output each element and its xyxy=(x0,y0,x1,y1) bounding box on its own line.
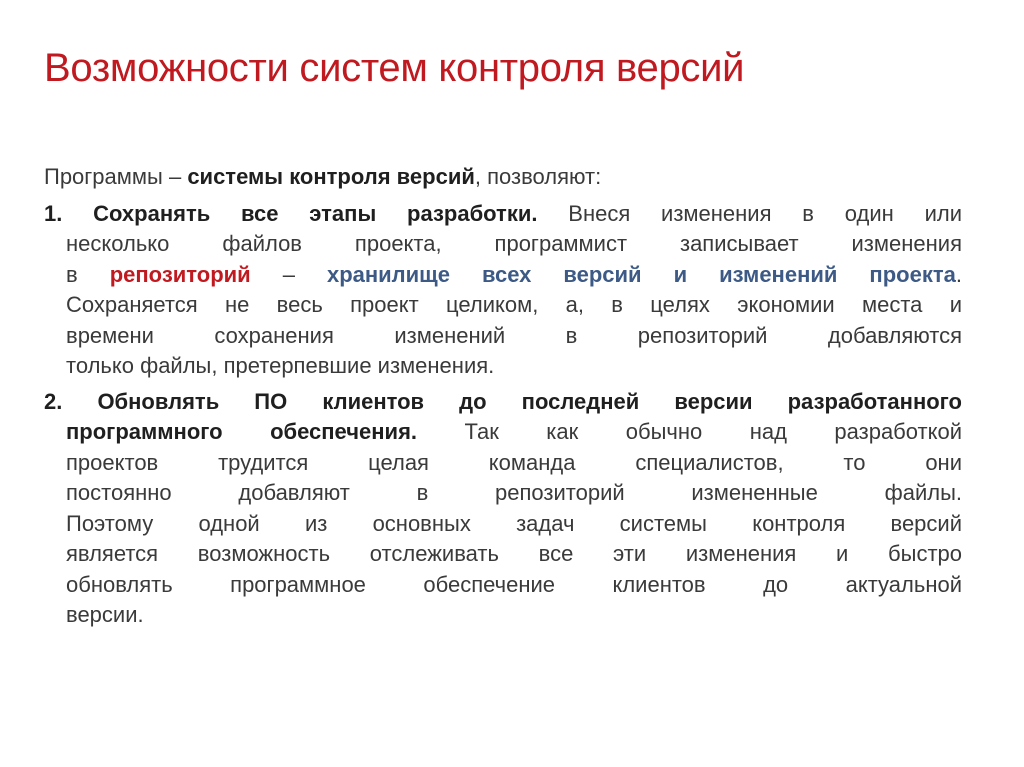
item-2-line-5: Поэтому одной из основных задач системы контроля версий xyxy=(66,510,962,536)
item-1-line-3 xyxy=(44,260,962,291)
item-2-line-4: постоянно добавляют в репозиторий измененные файлы. xyxy=(66,480,962,505)
intro-prefix: Программы – xyxy=(44,164,188,189)
intro-suffix: , позволяют: xyxy=(474,164,602,189)
intro-emphasis: системы контроля версий xyxy=(187,164,475,189)
item-2-number: 2. xyxy=(44,388,63,414)
item-1-line-3-dash: – xyxy=(250,261,327,287)
item-1-line-6: только файлы, претерпевшие изменения. xyxy=(66,353,495,378)
repository-term: репозиторий xyxy=(109,261,251,287)
item-1-line-1-rest: Внеся изменения в один или xyxy=(537,200,963,226)
slide-body xyxy=(44,162,962,636)
item-1-line-4: Сохраняется не весь проект целиком, а, в целях экономии места и xyxy=(66,292,962,317)
item-2-line-2 xyxy=(44,417,962,448)
item-2-line-3: проектов трудится целая команда специалистов, то они xyxy=(66,449,962,475)
item-2-heading-line-2: программного обеспечения. xyxy=(66,419,418,444)
slide-title: Возможности систем контроля версий xyxy=(44,46,745,90)
item-2-line-8: версии. xyxy=(66,602,144,627)
item-1-number: 1. xyxy=(44,200,63,226)
item-1-line-2: несколько файлов проекта, программист записывает изменения xyxy=(66,231,962,256)
list-item-1 xyxy=(44,199,962,382)
item-1-line-1 xyxy=(44,199,962,230)
item-2-line-6: является возможность отслеживать все эти изменения и быстро xyxy=(66,541,962,566)
item-2-line-2-rest: Так как обычно над разработкой xyxy=(417,419,963,444)
item-1-line-5: времени сохранения изменений в репозиторий добавляются xyxy=(66,322,962,348)
item-2-line-1 xyxy=(44,387,962,418)
item-1-line-3-prefix: в xyxy=(66,261,110,287)
item-2-line-7: обновлять программное обеспечение клиентов до актуальной xyxy=(66,571,962,597)
repository-definition: хранилище всех версий и изменений проекта xyxy=(326,261,956,287)
list-item-2 xyxy=(44,387,962,631)
item-1-heading: Сохранять все этапы разработки. xyxy=(62,200,538,226)
item-2-heading-line-1: Обновлять ПО клиентов до последней версии разработанного xyxy=(62,388,962,414)
item-1-line-3-end: . xyxy=(955,261,962,287)
intro-line xyxy=(44,162,962,193)
